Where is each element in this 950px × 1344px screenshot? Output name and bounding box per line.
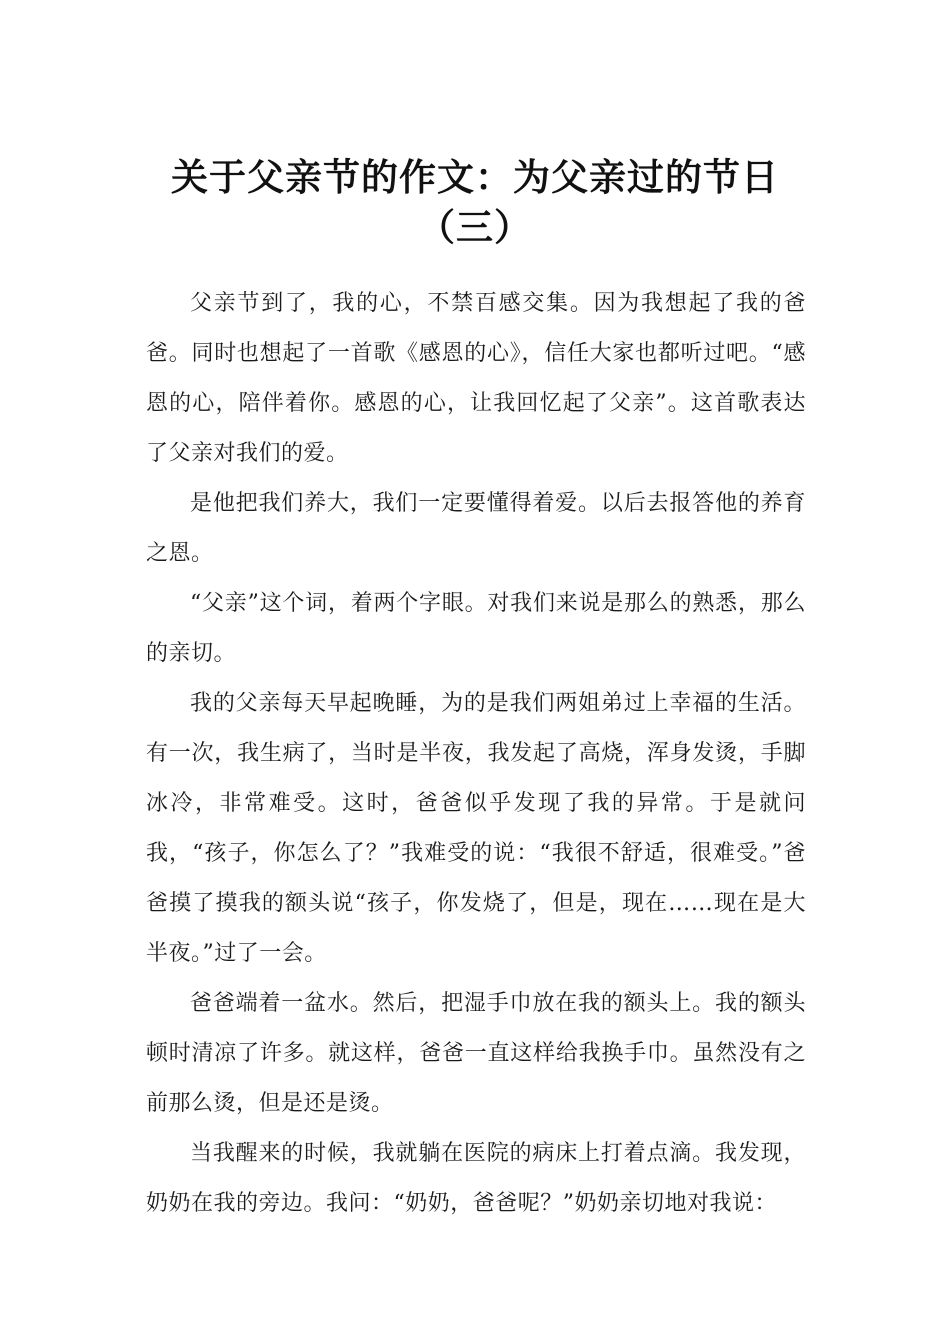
paragraph-4: 我的父亲每天早起晚睡，为的是我们两姐弟过上幸福的生活。有一次，我生病了，当时是半夜，我发起了高烧，浑身发烫，手脚冰冷，非常难受。这时，爸爸似乎发现了我的异常。于是就问我，“孩子，你怎么了？”我难受的说：“我很不舒适，很难受。”爸爸摸了摸我的额头说“孩子，你发烧了，但是，现在……现在是大半夜。”过了一会。 xyxy=(146,691,806,966)
paragraph-5: 爸爸端着一盆水。然后，把湿手巾放在我的额头上。我的额头顿时清凉了许多。就这样，爸爸一直这样给我换手巾。虽然没有之前那么烫，但是还是烫。 xyxy=(146,991,806,1116)
paragraph-6: 当我醒来的时候，我就躺在医院的病床上打着点滴。我发现，奶奶在我的旁边。我问：“奶奶，爸爸呢？”奶奶亲切地对我说： xyxy=(146,1141,806,1216)
paragraph-2: 是他把我们养大，我们一定要懂得着爱。以后去报答他的养育之恩。 xyxy=(146,491,806,566)
title-line-1: 关于父亲节的作文：为父亲过的节日 xyxy=(171,155,779,199)
title-line-2: （三） xyxy=(418,205,532,249)
paragraph-1: 父亲节到了，我的心，不禁百感交集。因为我想起了我的爸爸。同时也想起了一首歌《感恩的心》，信任大家也都听过吧。“感恩的心，陪伴着你。感恩的心，让我回忆起了父亲”。这首歌表达了父亲对我们的爱。 xyxy=(146,291,806,466)
paragraph-3: “父亲”这个词，着两个字眼。对我们来说是那么的熟悉，那么的亲切。 xyxy=(146,591,806,666)
document-body xyxy=(146,279,806,1229)
document-title xyxy=(0,153,950,253)
